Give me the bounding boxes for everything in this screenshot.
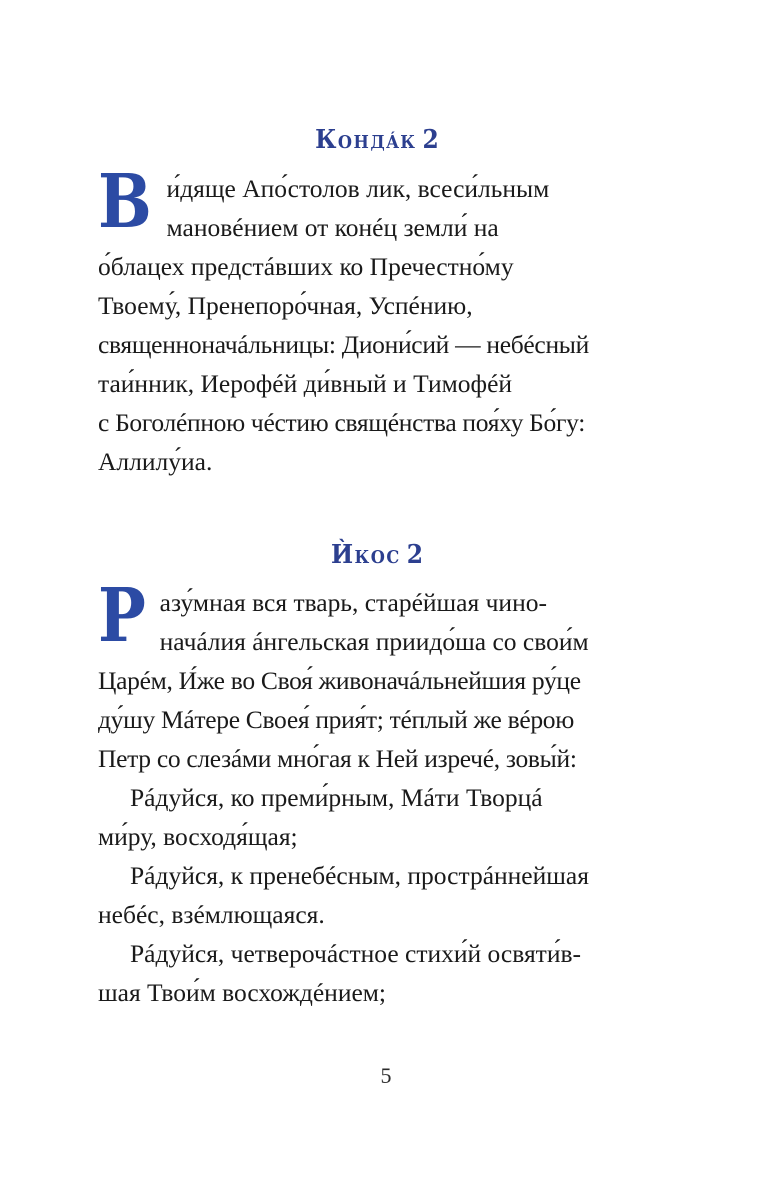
ikos-2-line-1: азу́мная вся тварь, старéйшая чино- [159, 588, 547, 618]
ikos-2-line-2: начáлия áнгельская приидо́ша со свои́м [159, 627, 589, 657]
ikos-2-refrain-1 [98, 778, 656, 856]
ikos-2-refrain-3-line-2: шая Твои́м восхождéнием; [98, 978, 387, 1008]
ikos-2-body [98, 573, 656, 778]
ikos-2-refrain-2-line-2: небéс, взéмлющаяся. [98, 900, 325, 930]
heading-ikos-2-number: 2 [406, 539, 424, 570]
ikos-2-refrain-2-line-1: Рáдуйся, к пренебéсным, прострáннейшая [130, 861, 589, 891]
dropcap-kondak-2: В [98, 158, 152, 245]
ikos-2-refrain-3-line-1: Рáдуйся, четверочáстное стихи́й освяти́в- [130, 939, 581, 969]
heading-ikos-2 [98, 541, 656, 570]
kondak-2-line-6: таи́нник, Иерофéй ди́вный и Тимофéй [98, 368, 513, 398]
kondak-2-line-4: Твоему́, Пренепоро́чная, Успéнию, [98, 290, 473, 320]
ikos-2-refrain-1-line-2: ми́ру, восходя́щая; [98, 822, 298, 852]
page-content [98, 0, 656, 1012]
heading-kondak-2-word: Кондáк [315, 125, 417, 155]
kondak-2-body [98, 158, 656, 481]
ikos-2-line-5: Петр со слезáми мно́гая к Ней изречé, зовы́й: [98, 744, 577, 774]
kondak-2-line-1: и́дяще Апо́столов лик, всеси́льным [166, 173, 550, 203]
ikos-2-refrain-1-line-1: Рáдуйся, ко преми́рным, Мáти Творцá [130, 783, 543, 813]
kondak-2-line-8: Аллилу́иа. [98, 446, 213, 476]
kondak-2-line-3: о́блацех предстáвших ко Пречестно́му [98, 251, 514, 281]
heading-kondak-2-number: 2 [422, 125, 439, 155]
kondak-2-line-2: мановéнием от конéц земли́ на [166, 212, 499, 242]
ikos-2-line-3: Царéм, И́же во Своя́ живоначáльнейшия ру́це [98, 666, 581, 696]
kondak-2-line-7: с Боголéпною чéстию свящéнства поя́ху Бо́гу: [98, 407, 586, 437]
heading-ikos-2-word: Ѝкос [330, 539, 401, 570]
ikos-2-refrain-3 [98, 934, 656, 1012]
dropcap-ikos-2: Р [98, 573, 146, 660]
ikos-2-refrain-2 [98, 856, 656, 934]
ikos-2-line-4: ду́шу Мáтере Своея́ прия́т; тéплый же вéрою [98, 705, 574, 735]
heading-kondak-2 [98, 126, 656, 155]
kondak-2-line-5: священноначáльницы: Диони́сий — небéсный [98, 329, 589, 359]
page-number: 5 [380, 1063, 392, 1088]
